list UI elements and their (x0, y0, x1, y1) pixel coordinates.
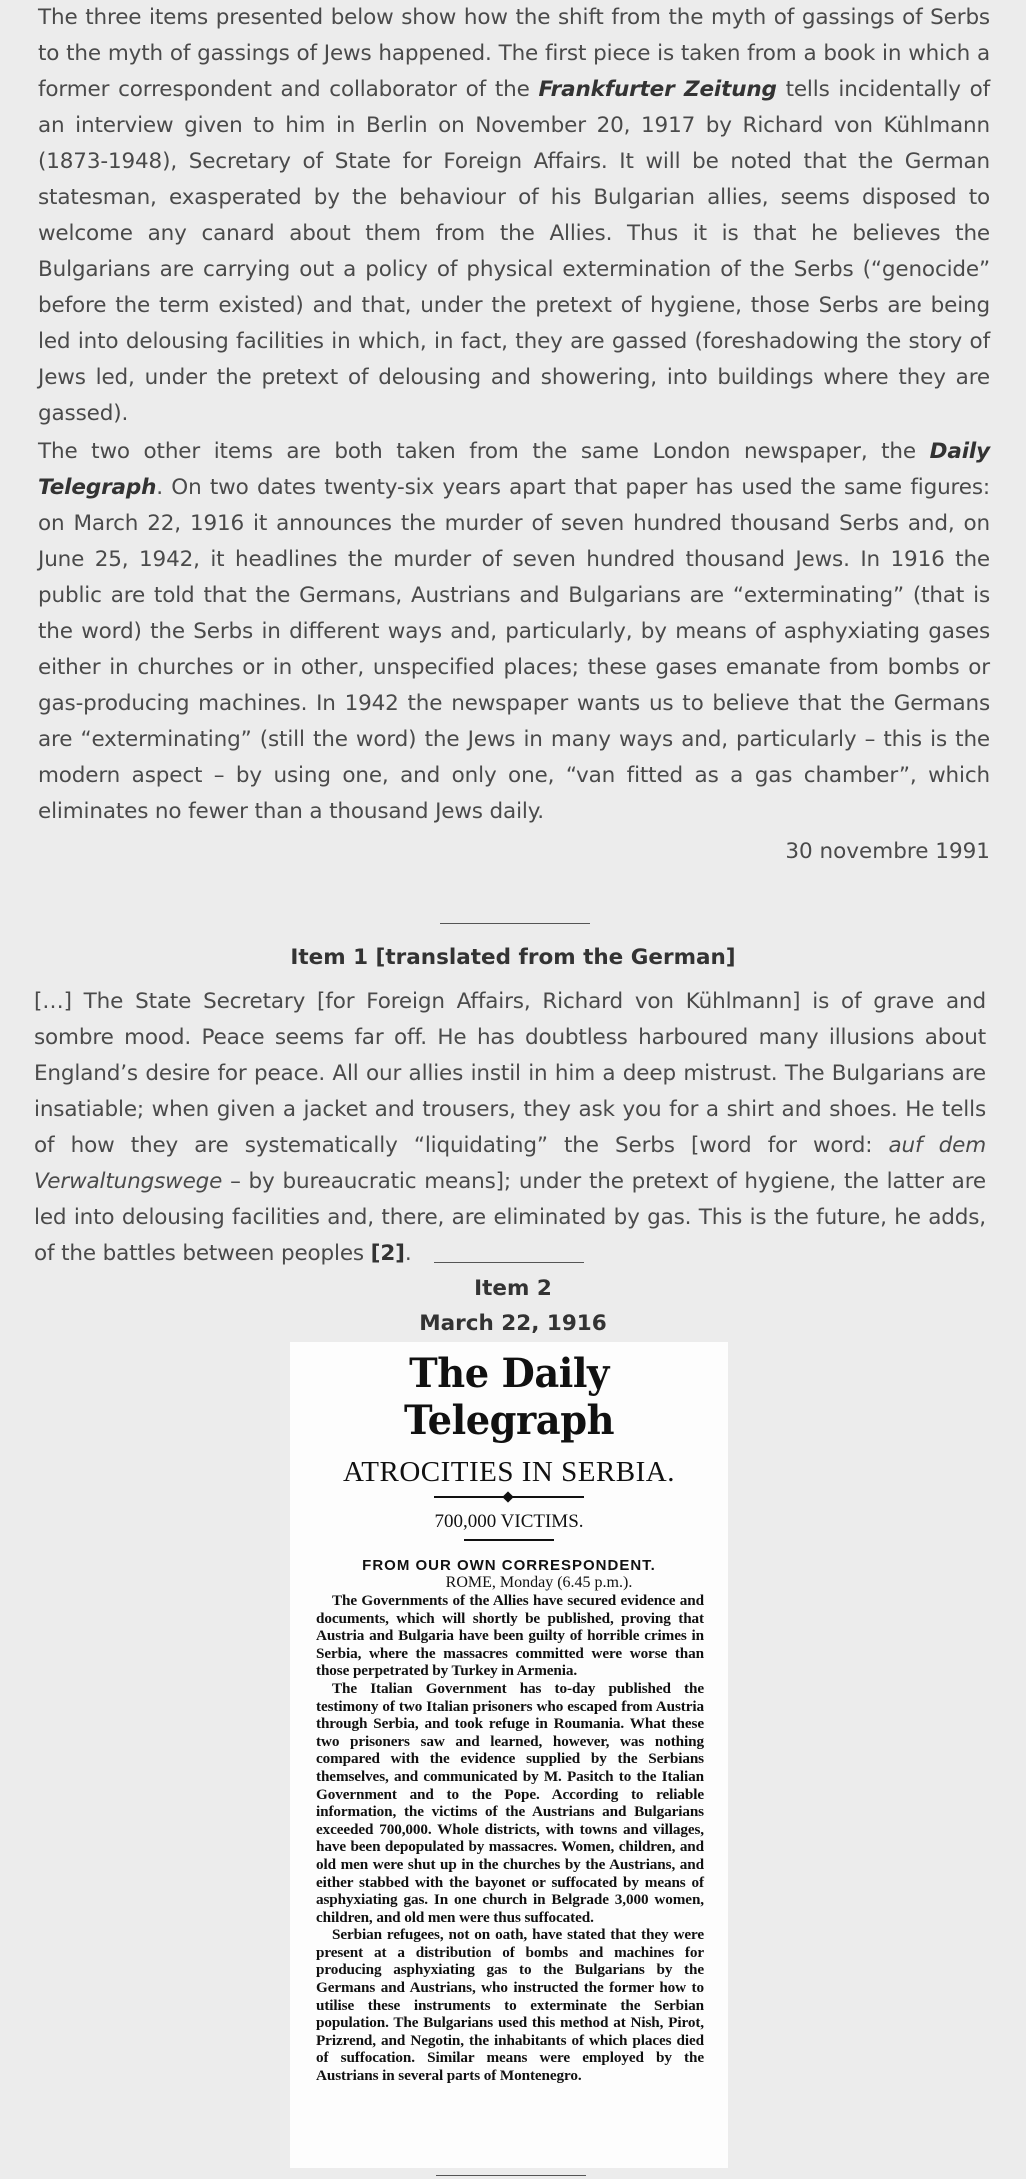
clipping-subtitle-rule (464, 1539, 554, 1541)
clipping-ornament (434, 1493, 584, 1501)
clipping-subtitle: 700,000 VICTIMS. (434, 1511, 584, 1532)
newspaper-clipping-image (290, 1342, 728, 2168)
clipping-correspondent: FROM OUR OWN CORRESPONDENT. (362, 1557, 656, 1574)
clipping-paragraph-1: The Governments of the Allies have secured evidence and documents, which will shortly be published, proving that Austria and Bulgaria have been guilty of horrible crimes in Serbia, where the massacres committed were worse than those perpetrated by Turkey in Armenia. (316, 1592, 704, 1680)
footnote-link-2[interactable]: [2] (370, 1241, 405, 1266)
article-date: 30 novembre 1991 (785, 839, 990, 864)
item-2-heading: Item 2 (474, 1276, 552, 1301)
intro-section (38, 0, 990, 432)
clipping-paragraph-2: The Italian Government has to-day published the testimony of two Italian prisoners who escaped from Austria through Serbia, and took refuge in Roumania. What these two prisoners saw and learned, however, was nothing compared with the evidence supplied by the Serbians themselves, and communicated by M. Pasitch to the Italian Government and to the Pope. According to reliable information, the victims of the Austrians and Bulgarians exceeded 700,000. Whole districts, with towns and villages, have been depopulated by massacres. Women, children, and old men were shut up in the churches by the Austrians, and either stabbed with the bayonet or suffocated by means of asphyxiating gas. In one church in Belgrade 3,000 women, children, and old men were thus suffocated. (316, 1679, 704, 1926)
item-1-heading: Item 1 [translated from the German] (290, 945, 736, 970)
separator-1 (440, 923, 590, 924)
item-1-paragraph: […] The State Secretary [for Foreign Affairs, Richard von Kühlmann] is of grave and sombre mood. Peace seems far off. He has doubtless harboured many illusions about England’s desire for peace. All our allies instil in him a deep mistrust. The Bulgarians are insatiable; when given a jacket and trousers, they ask you for a shirt and shoes. He tells of how they are systematically “liquidating” the Serbs [word for word: auf dem Verwaltungswege – by bureaucratic means]; under the pretext of hygiene, the latter are led into delousing facilities and, there, are eliminated by gas. This is the future, he adds, of the battles between peoples [2]. (34, 989, 986, 1266)
clipping-dateline: ROME, Monday (6.45 p.m.). (445, 1574, 633, 1591)
intro-paragraph-1: The three items presented below show how the shift from the myth of gassings of Serbs to the myth of gassings of Jews happened. The first piece is taken from a book in which a former correspondent and collaborator of the Frankfurter Zeitung tells incidentally of an interview given to him in Berlin on November 20, 1917 by Richard von Kühlmann (1873-1948), Secretary of State for Foreign Affairs. It will be noted that the German statesman, exasperated by the behaviour of his Bulgarian allies, seems disposed to welcome any canard about them from the Allies. Thus it is that he believes the Bulgarians are carrying out a policy of physical extermination of the Serbs (“genocide” before the term existed) and that, under the pretext of hygiene, those Serbs are being led into delousing facilities in which, in fact, they are gassed (foreshadowing the story of Jews led, under the pretext of delousing and showering, into buildings where they are gassed). (38, 5, 990, 426)
newspaper-name-frankfurter: Frankfurter Zeitung (538, 77, 777, 102)
clipping-title: ATROCITIES IN SERBIA. (343, 1456, 675, 1488)
separator-3 (436, 2175, 586, 2176)
item-2-date: March 22, 1916 (419, 1311, 607, 1336)
clipping-masthead: The Daily Telegraph (403, 1350, 615, 1444)
newspaper-name-telegraph: Daily Telegraph (38, 439, 990, 500)
item-1-section (34, 984, 986, 1272)
separator-2 (434, 1262, 584, 1263)
intro-paragraph-2: The two other items are both taken from the same London newspaper, the Daily Telegraph. On two dates twenty-six years apart that paper has used the same figures: on March 22, 1916 it announces the murder of seven hundred thousand Serbs and, on June 25, 1942, it headlines the murder of seven hundred thousand Jews. In 1916 the public are told that the Germans, Austrians and Bulgarians are “exterminating” (that is the word) the Serbs in different ways and, particularly, by means of asphyxiating gases either in churches or in other, unspecified places; these gases emanate from bombs or gas-producing machines. In 1942 the newspaper wants us to believe that the Germans are “exterminating” (still the word) the Jews in many ways and, particularly – this is the modern aspect – by using one, and only one, “van fitted as a gas chamber”, which eliminates no fewer than a thousand Jews daily. (38, 439, 990, 824)
intro-section-2 (38, 434, 990, 830)
clipping-paragraph-3: Serbian refugees, not on oath, have stated that they were present at a distribution of bombs and machines for producing asphyxiating gas to the Bulgarians by the Germans and Austrians, who instructed the former how to utilise these instruments to exterminate the Serbian population. The Bulgarians used this method at Nish, Pirot, Prizrend, and Negotin, the inhabitants of which places died of suffocation. Similar means were employed by the Austrians in several parts of Montenegro. (316, 1926, 704, 2085)
